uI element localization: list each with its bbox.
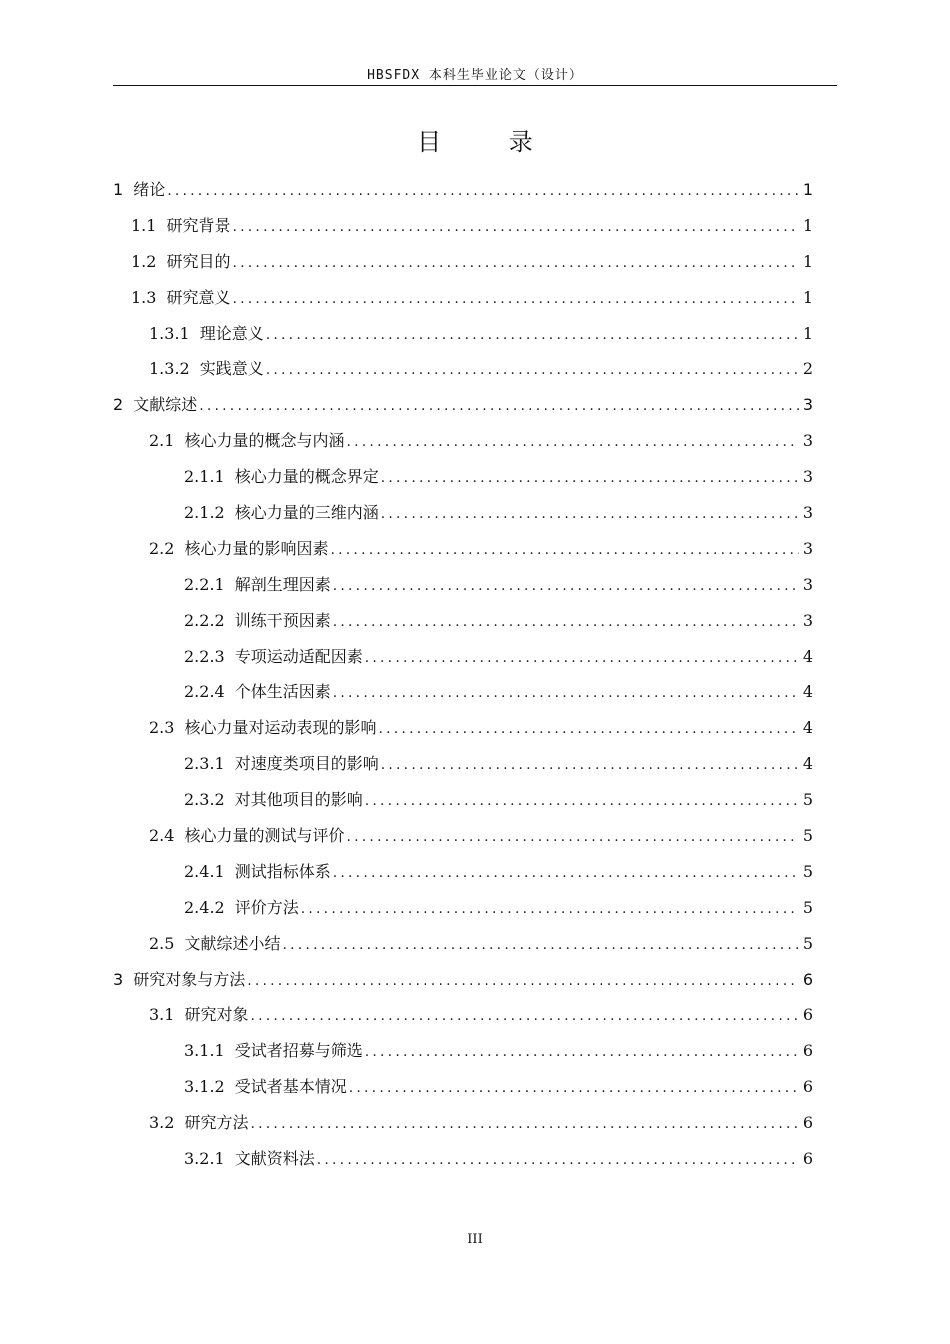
toc-entry-title: 文献综述小结 — [184, 933, 281, 953]
toc-entry-number: 3.2 — [149, 1113, 175, 1133]
toc-entry-number: 2.3.1 — [184, 754, 225, 774]
toc-dot-leader — [232, 246, 798, 282]
toc-entry-page: 4 — [802, 754, 813, 774]
toc-entry[interactable] — [113, 495, 813, 531]
toc-entry-number: 3.1 — [149, 1005, 175, 1025]
toc-entry[interactable] — [113, 1141, 813, 1177]
toc-entry-page: 1 — [802, 323, 813, 343]
toc-entry-number: 2.3.2 — [184, 790, 225, 810]
toc-entry[interactable] — [113, 639, 813, 675]
toc-entry-title: 核心力量的概念界定 — [234, 467, 379, 487]
toc-entry[interactable] — [113, 172, 813, 208]
toc-dot-leader — [199, 389, 799, 425]
toc-entry-page: 3 — [802, 610, 813, 630]
toc-dot-leader — [333, 856, 799, 892]
toc-entry[interactable] — [113, 1105, 813, 1141]
toc-dot-leader — [232, 210, 798, 246]
toc-entry-page: 3 — [802, 503, 813, 523]
toc-entry-page: 3 — [802, 574, 813, 594]
toc-entry[interactable] — [113, 854, 813, 890]
toc-entry[interactable] — [113, 1033, 813, 1069]
toc-entry-title: 绪论 — [133, 180, 166, 199]
toc-entry-title: 研究对象 — [184, 1005, 249, 1025]
page-number: III — [467, 1232, 483, 1247]
toc-entry-number: 3 — [113, 969, 124, 989]
toc-entry-number: 3.1.2 — [184, 1077, 225, 1097]
toc-dot-leader — [378, 712, 798, 748]
toc-entry-page: 5 — [802, 790, 813, 810]
toc-dot-leader — [247, 964, 799, 1000]
toc-dot-leader — [317, 1143, 799, 1179]
toc-entry[interactable] — [113, 567, 813, 603]
toc-entry-page: 5 — [802, 861, 813, 881]
toc-dot-leader — [381, 461, 799, 497]
toc-entry-title: 核心力量对运动表现的影响 — [184, 718, 377, 738]
toc-entry-page: 1 — [802, 215, 813, 235]
toc-entry-title: 研究意义 — [166, 287, 231, 307]
toc-entry[interactable] — [113, 351, 813, 387]
toc-entry-title: 训练干预因素 — [234, 610, 331, 630]
toc-entry-page: 4 — [802, 682, 813, 702]
toc-entry[interactable] — [113, 208, 813, 244]
toc-entry-title: 受试者基本情况 — [234, 1077, 347, 1097]
toc-entry[interactable] — [113, 674, 813, 710]
toc-entry-page: 6 — [802, 969, 813, 989]
toc-entry-page: 6 — [802, 1005, 813, 1025]
toc-dot-leader — [365, 1035, 799, 1071]
toc-dot-leader — [381, 748, 799, 784]
page-title: 目 录 — [417, 128, 563, 156]
toc-entry-page: 1 — [802, 180, 813, 199]
toc-entry-title: 专项运动适配因素 — [234, 646, 363, 666]
toc-entry[interactable] — [113, 926, 813, 962]
toc-entry[interactable] — [113, 316, 813, 352]
toc-entry-page: 4 — [802, 646, 813, 666]
toc-entry[interactable] — [113, 459, 813, 495]
toc-dot-leader — [250, 1107, 798, 1143]
toc-entry-page: 3 — [802, 431, 813, 451]
toc-entry-title: 实践意义 — [199, 359, 264, 379]
toc-dot-leader — [167, 174, 799, 210]
toc-entry-number: 2.1 — [149, 431, 175, 451]
toc-dot-leader — [250, 999, 798, 1035]
toc-entry[interactable] — [113, 710, 813, 746]
toc-entry[interactable] — [113, 531, 813, 567]
toc-entry-page: 5 — [802, 826, 813, 846]
toc-dot-leader — [333, 569, 799, 605]
toc-entry[interactable] — [113, 818, 813, 854]
toc-entry-number: 2.2.4 — [184, 682, 225, 702]
toc-entry-title: 研究背景 — [166, 215, 231, 235]
toc-dot-leader — [349, 1071, 799, 1107]
toc-entry-page: 6 — [802, 1077, 813, 1097]
toc-entry-number: 2.4 — [149, 826, 175, 846]
toc-dot-leader — [232, 282, 798, 318]
toc-entry-number: 1.3.1 — [149, 323, 190, 343]
toc-entry-title: 研究目的 — [166, 251, 231, 271]
toc-entry-title: 个体生活因素 — [234, 682, 331, 702]
toc-entry-page: 2 — [802, 359, 813, 379]
toc-entry-title: 对速度类项目的影响 — [234, 754, 379, 774]
toc-entry-page: 5 — [802, 897, 813, 917]
toc-dot-leader — [266, 353, 799, 389]
toc-entry[interactable] — [113, 1069, 813, 1105]
toc-dot-leader — [282, 928, 798, 964]
toc-entry-title: 核心力量的概念与内涵 — [184, 431, 345, 451]
toc-entry[interactable] — [113, 962, 813, 998]
toc-entry-title: 解剖生理因素 — [234, 574, 331, 594]
toc-entry-page: 6 — [802, 1113, 813, 1133]
toc-entry[interactable] — [113, 603, 813, 639]
toc-dot-leader — [301, 892, 799, 928]
toc-entry-title: 理论意义 — [199, 323, 264, 343]
toc-dot-leader — [333, 605, 799, 641]
toc-entry-number: 1.3 — [131, 287, 157, 307]
toc-entry-title: 评价方法 — [234, 897, 299, 917]
toc-entry-title: 核心力量的测试与评价 — [184, 826, 345, 846]
toc-entry-page: 5 — [802, 933, 813, 953]
toc-entry-title: 文献资料法 — [234, 1149, 315, 1169]
toc-entry-page: 1 — [802, 251, 813, 271]
toc-entry-title: 测试指标体系 — [234, 861, 331, 881]
toc-entry[interactable] — [113, 244, 813, 280]
toc-entry-title: 文献综述 — [133, 395, 198, 415]
toc-entry-number: 1.3.2 — [149, 359, 190, 379]
header-rule — [113, 85, 837, 86]
toc-entry-title: 核心力量的三维内涵 — [234, 503, 379, 523]
running-header: HBSFDX 本科生毕业论文（设计） — [367, 68, 583, 83]
toc-entry[interactable] — [113, 423, 813, 459]
toc-entry-number: 1.1 — [131, 215, 157, 235]
toc-entry-number: 2.2.1 — [184, 574, 225, 594]
toc-entry[interactable] — [113, 890, 813, 926]
toc-entry-title: 对其他项目的影响 — [234, 790, 363, 810]
toc-dot-leader — [365, 641, 799, 677]
toc-dot-leader — [330, 533, 798, 569]
toc-entry-number: 3.2.1 — [184, 1149, 225, 1169]
toc-entry-title: 研究对象与方法 — [133, 969, 246, 989]
toc-entry-number: 2.3 — [149, 718, 175, 738]
toc-entry-number: 3.1.1 — [184, 1041, 225, 1061]
toc-entry-number: 2.1.1 — [184, 467, 225, 487]
toc-entry-number: 2.4.1 — [184, 861, 225, 881]
toc-entry-number: 1.2 — [131, 251, 157, 271]
toc-entry-page: 4 — [802, 718, 813, 738]
toc-entry-page: 6 — [802, 1041, 813, 1061]
toc-dot-leader — [346, 820, 798, 856]
toc-dot-leader — [333, 676, 799, 712]
toc-entry-number: 1 — [113, 180, 124, 199]
toc-entry-number: 2.5 — [149, 933, 175, 953]
toc-entry-page: 3 — [802, 467, 813, 487]
toc-dot-leader — [365, 784, 799, 820]
toc-dot-leader — [266, 318, 799, 354]
toc-entry-page: 3 — [802, 538, 813, 558]
toc-entry-number: 2 — [113, 395, 124, 415]
toc-entry-page: 3 — [802, 395, 813, 415]
toc-entry-title: 核心力量的影响因素 — [184, 538, 329, 558]
toc-entry-number: 2.2.2 — [184, 610, 225, 630]
toc-entry-title: 研究方法 — [184, 1113, 249, 1133]
toc-dot-leader — [346, 425, 798, 461]
toc-entry-page: 6 — [802, 1149, 813, 1169]
toc-entry[interactable] — [113, 997, 813, 1033]
toc-entry[interactable] — [113, 782, 813, 818]
toc-entry[interactable] — [113, 746, 813, 782]
toc-entry-number: 2.4.2 — [184, 897, 225, 917]
toc-entry[interactable] — [113, 280, 813, 316]
toc-entry-number: 2.2.3 — [184, 646, 225, 666]
toc-entry-page: 1 — [802, 287, 813, 307]
toc-entry-title: 受试者招募与筛选 — [234, 1041, 363, 1061]
table-of-contents — [113, 172, 813, 1177]
toc-entry-number: 2.2 — [149, 538, 175, 558]
toc-dot-leader — [381, 497, 799, 533]
toc-entry-number: 2.1.2 — [184, 503, 225, 523]
toc-entry[interactable] — [113, 387, 813, 423]
